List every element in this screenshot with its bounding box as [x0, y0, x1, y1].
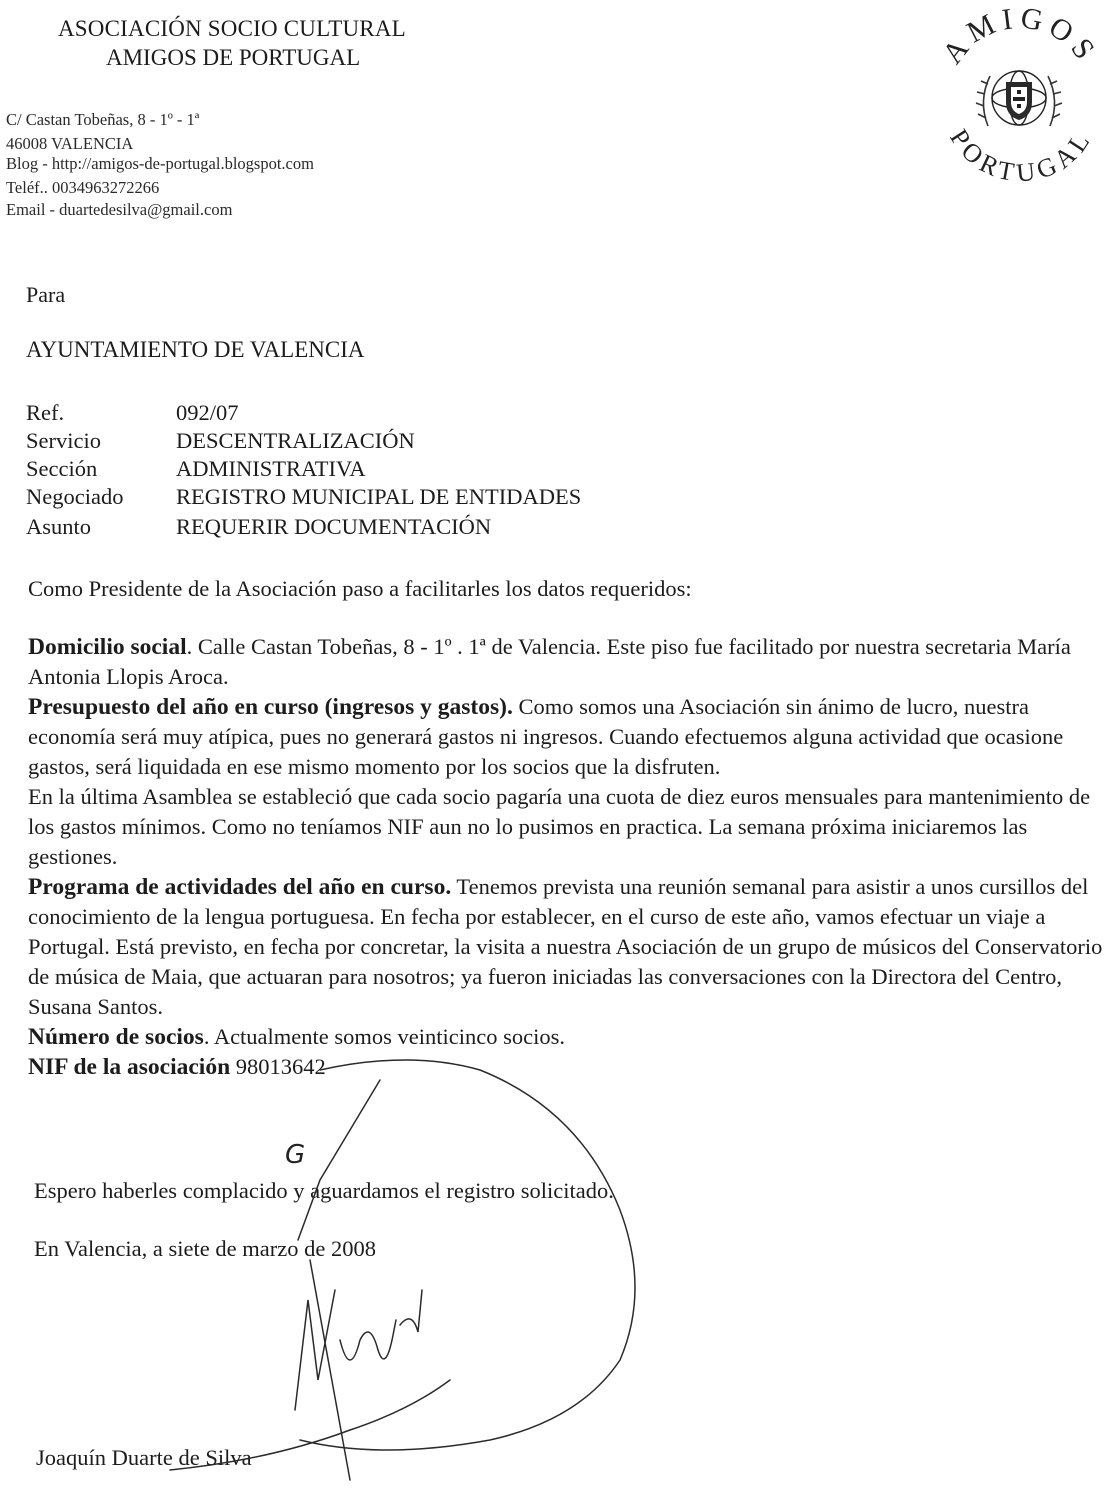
svg-text:AMIGOS [936, 6, 1104, 70]
recipient-name: AYUNTAMIENTO DE VALENCIA [26, 337, 365, 362]
address-street: C/ Castan Tobeñas, 8 - 1º - 1ª [6, 110, 200, 129]
nif-heading: NIF de la asociación [28, 1054, 231, 1080]
seal-bottom-text: PORTUGAL [944, 123, 1098, 182]
closing-date: En Valencia, a siete de marzo de 2008 [34, 1236, 376, 1261]
socios-paragraph [28, 1022, 1113, 1052]
negociado-value: REGISTRO MUNICIPAL DE ENTIDADES [176, 484, 582, 509]
presupuesto-paragraph [28, 692, 1113, 782]
ref-row-ref [26, 400, 239, 426]
signer-name: Joaquín Duarte de Silva [36, 1445, 252, 1470]
programa-heading: Programa de actividades del año en curso. [28, 874, 452, 900]
presupuesto-heading: Presupuesto del año en curso (ingresos y gastos). [28, 694, 513, 720]
seal-top-text: AMIGOS [935, 6, 1105, 71]
domicilio-paragraph [28, 632, 1113, 692]
asunto-label: Asunto [26, 514, 92, 539]
asunto-value: REQUERIR DOCUMENTACIÓN [176, 514, 492, 539]
programa-text: Tenemos prevista una reunión semanal para asistir a unos cursillos del conocimiento de la lengua portuguesa. En fecha por establecer, en el curso de este año, vamos efectuar un viaje a Portugal. Está previsto, en fecha por concretar, la visita a nuestra Asociación de un grupo de músicos del Conservatorio de música de Maia, que actuaran para nosotros; ya fueron iniciadas las conversaciones con la Directora del Centro, Susana Santos. [28, 874, 1103, 1019]
intro-text: Como Presidente de la Asociación paso a facilitarles los datos requeridos: [28, 576, 692, 601]
org-name-line2: AMIGOS DE PORTUGAL [106, 45, 361, 70]
nif-text: 98013642 [230, 1054, 326, 1079]
ref-row-asunto [26, 514, 491, 540]
nif-paragraph [28, 1052, 1113, 1082]
ref-row-servicio [26, 428, 415, 454]
closing-line: Espero haberles complacido y aguardamos el registro solicitado. [34, 1178, 614, 1203]
servicio-value: DESCENTRALIZACIÓN [176, 428, 415, 453]
presupuesto-text: Como somos una Asociación sin ánimo de lucro, nuestra economía será muy atípica, pues no generará gastos ni ingresos. Cuando efectuemos alguna actividad que ocasione gastos, será liquidada en ese mismo momento por los socios que la disfruten. [28, 694, 1064, 779]
ref-value: 092/07 [176, 400, 239, 425]
seccion-label: Sección [26, 456, 98, 481]
programa-paragraph [28, 872, 1113, 1022]
ref-label: Ref. [26, 400, 65, 425]
signature-slash [310, 1260, 350, 1480]
seccion-value: ADMINISTRATIVA [176, 456, 366, 481]
asamblea-paragraph: En la última Asamblea se estableció que cada socio pagaría una cuota de diez euros mensuales para mantenimiento de los gastos mínimos. Como no teníamos NIF aun no lo pusimos en practica. La semana próxima iniciaremos las gestiones. [28, 784, 1091, 869]
amigos-portugal-seal-icon [928, 6, 1110, 182]
servicio-label: Servicio [26, 428, 101, 453]
address-city: 46008 VALENCIA [6, 134, 134, 153]
ref-row-seccion [26, 456, 366, 482]
signature-stroke-3 [400, 1290, 422, 1332]
domicilio-heading: Domicilio social [28, 634, 187, 660]
address-phone: Teléf.. 0034963272266 [6, 178, 160, 197]
handwritten-nif-letter: G [285, 1140, 306, 1170]
domicilio-text: . Calle Castan Tobeñas, 8 - 1º . 1ª de Valencia. Este piso fue facilitado por nuestra secretaria María Antonia Llopis Aroca. [28, 634, 1071, 689]
letter-body [28, 632, 1113, 1082]
address-email: Email - duartedesilva@gmail.com [6, 200, 233, 219]
handwritten-signature [150, 1040, 670, 1500]
org-name-line1: ASOCIACIÓN SOCIO CULTURAL [58, 16, 406, 41]
svg-text:PORTUGAL [944, 124, 1098, 182]
signature-stroke-1 [295, 1290, 335, 1410]
negociado-label: Negociado [26, 484, 124, 509]
address-blog: Blog - http://amigos-de-portugal.blogspot.com [6, 154, 314, 173]
socios-heading: Número de socios [28, 1024, 204, 1050]
socios-text: . Actualmente somos veinticinco socios. [203, 1024, 565, 1049]
ref-row-negociado [26, 484, 581, 510]
recipient-prefix: Para [26, 282, 66, 307]
signature-stroke-2 [340, 1320, 396, 1360]
signature-line-upper [298, 1080, 380, 1240]
